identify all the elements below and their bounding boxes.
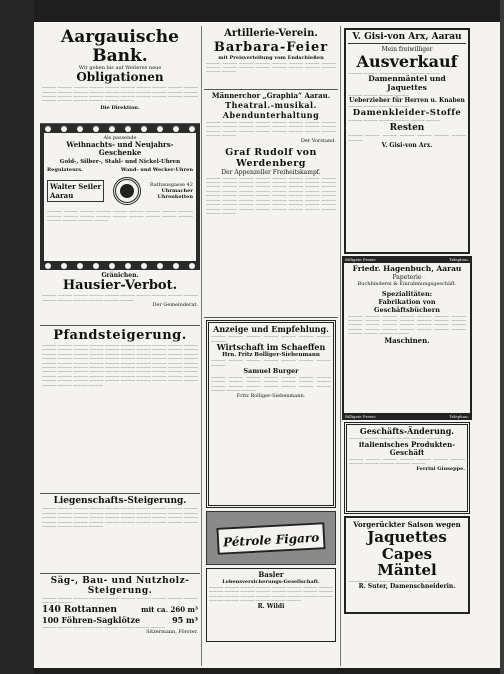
seller-street: Rathausgasse 42 (149, 182, 193, 189)
jaquettes-title: Jaquettes (367, 528, 447, 546)
gift-ad (40, 133, 200, 261)
saeg-title: Säg-, Bau- und Nutzholz-Steigerung. (50, 576, 190, 596)
wirtschaft-title: Wirtschaft im Schaeffen (216, 342, 326, 352)
artillerie-title: Artillerie-Verein. (224, 28, 318, 39)
hagenbuch-top-bar-left: Billigste Preise (345, 257, 376, 262)
column-1 (40, 26, 200, 666)
gisi-body-5: ———— ———— ———— ———— ———— ———— ———— ———— (348, 133, 466, 142)
geschaefts-ad (344, 422, 470, 514)
ornament-border-bottom (40, 261, 200, 270)
gift-heading: Weihnachts- und Neujahrs-Geschenke (66, 140, 174, 158)
hagenbuch-top-bar (342, 256, 472, 263)
hausier-body: ———— ———— ———— ———— ———— ———— ———— ———— ———— ———— ———— ———— ———— ———— ———— ———— (42, 293, 198, 302)
scan-left-edge (0, 0, 34, 674)
basler-subtitle: Lebensversicherungs-Gesellschaft. (222, 579, 320, 586)
graenichen-title: Gränichen. (101, 272, 139, 279)
bank-title: Aargauische Bank. (61, 27, 179, 66)
gisi-ad (344, 28, 470, 254)
column-2 (204, 26, 338, 644)
hagenbuch-bottom-bar (342, 413, 472, 420)
bank-body: ———— ———— ———— ———— ———— ———— ———— ———— ———— ———— ———— ———— ———— ———— ———— ———— ———— ———— ———— ———— ———— ———— ———— ———— ———— ———— ———— ———— ———— ———— ———— ———— ———— ———— ———— ———— (42, 85, 198, 103)
bank-ad (40, 26, 200, 124)
spezial-title: Spezialitäten: (381, 289, 433, 298)
anzeige-title: Anzeige und Empfehlung. (213, 324, 329, 334)
seller-name: Walter Seiler (50, 182, 102, 192)
italien-title: italienisches Produkten-Geschäft (358, 439, 456, 457)
theatral-title: Theatral.-musikal. Abendunterhaltung (222, 100, 320, 121)
hagenbuch-ad (342, 263, 472, 413)
saeg-stems-row (42, 605, 198, 615)
column-3 (342, 26, 472, 616)
hagenbuch-body: ———— ———— ———— ———— ———— ———— ———— ———— ———— ———— ———— ———— ———— ———— ———— ———— ———— ———— ———— ———— ———— ———— ———— ———— ———— ———— ———— ———— ———— ———— ———— ———— (348, 313, 466, 336)
ueberzieher-title: Ueberzieher für Herren u. Knaben (349, 97, 465, 104)
anzeige-body-1: ———— ———— ———— ———— ———— ———— ———— ———— (211, 334, 331, 343)
gisi-body-3: ———— ———— ———— ———— (348, 104, 409, 108)
seller-repair: Uhrenketten (157, 194, 193, 201)
liegen-ad (40, 494, 200, 574)
pfand-title: Pfandsteigerung. (53, 328, 187, 343)
saeg-body-2: ———— ———— ———— ———— ———— ———— ———— ———— (42, 624, 165, 629)
papeterie-title: Papeterie (392, 273, 422, 281)
anzeige-ad (206, 320, 336, 508)
maenner-ad (204, 90, 338, 318)
saeg-volume-1: mit ca. 260 m³ (141, 604, 198, 614)
hagenbuch-bottom-bar-left: Billigste Preise (345, 414, 376, 419)
pfand-ad (40, 326, 200, 494)
werdenberg-title: Graf Rudolf von Werdenberg (225, 146, 317, 169)
seller-address (150, 182, 193, 200)
gisi-body-1: ———— ———— ———— ———— ———— ———— (348, 70, 440, 75)
barbara-subtitle: mit Preisverteilung vom Endschießen (218, 54, 324, 61)
saeg-body: ———— ———— ———— ———— ———— ———— ———— ———— ———— ———— ———— ———— (42, 596, 198, 605)
bank-subtitle: Wir geben bis auf Weiteres neue (78, 65, 162, 72)
appenzeller-title: Der Appenzeller Freiheitskampf. (221, 168, 321, 176)
capes-title: Capes (381, 544, 433, 563)
seller-trade: Uhrmacher (161, 188, 193, 195)
maenner-title: Männerchor „Graphia“ Aarau. (211, 91, 331, 100)
kleider-title: Damenkleider-Stoffe (352, 108, 462, 119)
gift-body: ———— ———— ———— ———— ———— ———— ———— ———— ———— ———— ———— ———— ———— ———— ———— ———— ———— ———— ———— ———— ———— ———— (47, 209, 193, 222)
gisi-title: V. Gisi-von Arx, Aarau (348, 32, 466, 44)
seller-place: Aarau (50, 191, 74, 201)
basler-title: Basler (258, 570, 284, 579)
maenner-vorstand: Der Vorstand. (300, 137, 336, 144)
column-rule-2 (340, 26, 341, 666)
gisi-signature: V. Gisi-von Arx. (381, 141, 433, 149)
suter-signature: R. Suter, Damenschneiderin. (358, 582, 456, 590)
bank-signature: Die Direktion. (100, 104, 140, 111)
saeg-signature: Sitzermann, Förster. (146, 629, 198, 636)
petrole-title: Pétrole Figaro (222, 529, 320, 550)
maschinen-title: Maschinen. (384, 335, 430, 345)
suter-ad (344, 516, 470, 614)
ausverkauf-title: Ausverkauf (356, 52, 458, 72)
damen-title: Damenmäntel und Jaquettes (368, 74, 446, 92)
fritz-signature: Fritz Bolliger-Siebenmann. (236, 392, 306, 399)
hausier-title: Hausier-Verbot. (62, 278, 178, 293)
basler-ad (206, 568, 336, 642)
anzeige-body-2: ———— ———— ———— ———— ———— ———— ———— ———— (211, 358, 331, 367)
geschaefts-title: Geschäfts-Änderung. (359, 426, 455, 436)
saeg-volume-2: 95 m³ (172, 614, 198, 625)
buchbinderei-title: Buchbinderei & Einrahmungsgeschäft. (357, 280, 457, 287)
column-rule-1 (201, 26, 202, 666)
resten-title: Resten (389, 122, 425, 133)
burger-name: Samuel Burger (243, 367, 299, 375)
barbara-body: ———— ———— ———— ———— ———— ———— ———— ———— ———— ———— ———— ———— ———— ———— ———— ———— ———— ———— (206, 60, 336, 74)
giuseppe-signature: Ferrini Giuseppe. (416, 465, 465, 472)
hagenbuch-title: Friedr. Hagenbuch, Aarau (352, 264, 462, 273)
scan-right-edge (500, 0, 504, 674)
clock-illustration (113, 177, 141, 205)
vorgerueckt-title: Vorgerückter Saison wegen (353, 520, 461, 529)
hagenbuch-bottom-bar-right: Telephon. (449, 414, 469, 419)
werdenberg-body: ———— ———— ———— ———— ———— ———— ———— ———— ———— ———— ———— ———— ———— ———— ———— ———— ———— ———— ———— ———— ———— ———— ———— ———— ———— ———— ———— ———— ———— ———— ———— ———— ———— ———— ———— ———— ———— ———— ———— ———— ———— ———— ———— ———— ———— ———— ———— ———— ———— ———— ———— ———— ———— ———— ———— ———— ———— ———— ———— ———— ———— ———— ———— ———— ———— ———— (206, 175, 336, 215)
liegen-title: Liegenschafts-Steigerung. (53, 496, 187, 506)
hausier-ad (40, 270, 200, 326)
seller-block (47, 177, 193, 205)
seller-box (47, 180, 104, 202)
ornament-border-top (40, 124, 200, 133)
saeg-ad (40, 574, 200, 666)
clock-face-icon (120, 184, 134, 198)
gift-wall-clocks: Wand- und Wecker-Uhren (120, 167, 193, 174)
fritz-name: Hrn. Fritz Bolliger-Siebenmann (222, 352, 320, 359)
saeg-stems: 140 Rottannen (42, 604, 117, 615)
saeg-pine-row (42, 615, 198, 625)
gift-metals: Gold-, Silber-, Stahl- und Nickel-Uhren (59, 159, 181, 166)
saeg-pine: 100 Föhren-Sagklötze (42, 614, 141, 625)
liegen-body: ———— ———— ———— ———— ———— ———— ———— ———— ———— ———— ———— ———— ———— ———— ———— ———— ———— ———— ———— ———— ———— ———— ———— ———— ———— ———— ———— ———— ———— ———— ———— ———— ———— ———— ———— ———— ———— ———— ———— ———— ———— ———— ———— ———— (42, 506, 198, 528)
suter-body: ———— ———— ———— ———— ———— ———— (348, 578, 440, 583)
gisi-intro: Mein freiwilliger (381, 46, 433, 54)
gift-intro: Als passende (103, 135, 137, 141)
wildi-name: R. Wildi (257, 602, 285, 610)
gisi-body-2: ———— ———— ———— ———— (348, 92, 409, 97)
pfand-body: ———— ———— ———— ———— ———— ———— ———— ———— ———— ———— ———— ———— ———— ———— ———— ———— ———— ———— ———— ———— ———— ———— ———— ———— ———— ———— ———— ———— ———— ———— ———— ———— ———— ———— ———— ———— ———— ———— ———— ———— ———— ———— ———— ———— ———— ———— ———— ———— ———— ———— ———— ———— ———— ———— ———— ———— ———— ———— ———— ———— ———— ———— ———— ———— ———— ———— ———— ———— ———— ———— ———— ———— ———— ———— ———— ———— ———— ———— ———— ———— ———— ———— ———— ———— ———— ———— ———— ———— ———— ———— ———— ———— ———— ———— (42, 343, 198, 387)
gift-regulateurs: Regulateurs. (47, 167, 83, 174)
maenner-body: ———— ———— ———— ———— ———— ———— ———— ———— ———— ———— ———— ———— ———— ———— ———— ———— ———— ———— ———— ———— ———— ———— ———— ———— ———— ———— (206, 120, 336, 138)
maentel-title: Mäntel (377, 561, 437, 579)
hagenbuch-top-bar-right: Telephon. (449, 257, 469, 262)
artillerie-ad (204, 26, 338, 90)
bank-obligationen: Obligationen (76, 70, 164, 85)
petrole-label (216, 522, 325, 555)
anzeige-body-3: ———— ———— ———— ———— ———— ———— ———— ———— ———— ———— ———— ———— ———— ———— ———— ———— ———— ———— ———— ———— ———— ———— ———— ———— (211, 375, 331, 393)
barbara-title: Barbara-Feier (213, 39, 329, 55)
geschaefts-body-2: ———— ———— ———— ———— ———— ———— ———— ———— ———— ———— ———— ———— (349, 456, 465, 466)
gisi-body-4: ———— ———— ———— ———— ———— ———— (348, 118, 440, 123)
gift-row (47, 167, 193, 173)
geschaefts-body-1: ———— ———— ———— ———— ———— ———— (349, 436, 441, 441)
petrole-ad (206, 511, 336, 565)
fabrikation-title: Fabrikation von Geschäftsbüchern (374, 297, 440, 314)
hausier-signature: Der Gemeinderat. (152, 302, 198, 309)
basler-body: ———— ———— ———— ———— ———— ———— ———— ———— ———— ———— ———— ———— ———— ———— ———— ———— ———— ———— ———— ———— ———— ———— ———— ———— ———— ———— ———— ———— ———— ———— (209, 585, 333, 603)
